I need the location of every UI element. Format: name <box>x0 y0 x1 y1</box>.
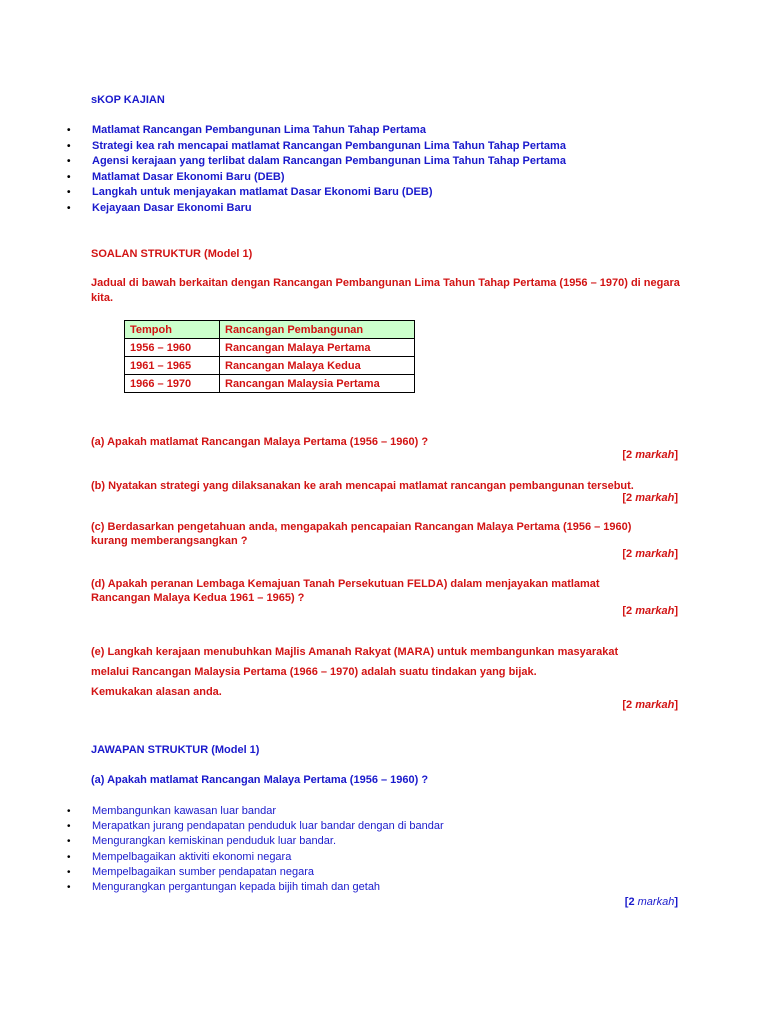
scope-item-text: Strategi kea rah mencapai matlamat Rancangan Pembangunan Lima Tahun Tahap Pertama <box>92 139 566 152</box>
table-cell: 1961 – 1965 <box>125 357 220 375</box>
list-item <box>67 139 566 155</box>
jawapan-question-a: (a) Apakah matlamat Rancangan Malaya Pertama (1956 – 1960) ? <box>91 774 429 786</box>
question-e-line1: (e) Langkah kerajaan menubuhkan Majlis Amanah Rakyat (MARA) untuk membangunkan masyarakat <box>91 646 619 658</box>
marks-label: [2 markah] <box>622 699 678 711</box>
answer-text: Mengurangkan pergantungan kepada bijih timah dan getah <box>92 880 381 893</box>
marks-label: [2 markah] <box>622 449 678 461</box>
bullet-icon: • <box>67 156 71 167</box>
scope-item-text: Matlamat Rancangan Pembangunan Lima Tahun Tahap Pertama <box>92 124 426 136</box>
marks-label: [2 markah] <box>624 896 678 908</box>
question-c-line1: (c) Berdasarkan pengetahuan anda, mengapakah pencapaian Rancangan Malaya Pertama (1956 – 1960) <box>91 521 632 533</box>
table-row <box>125 375 415 393</box>
soalan-title: SOALAN STRUKTUR (Model 1) <box>91 248 253 260</box>
table-cell: Rancangan Malaysia Pertama <box>220 375 415 393</box>
scope-item-text: Kejayaan Dasar Ekonomi Baru <box>92 201 252 214</box>
list-item <box>67 880 444 895</box>
scope-title: sKOP KAJIAN <box>91 94 165 106</box>
bullet-icon: • <box>67 836 71 848</box>
marks-label: [2 markah] <box>622 492 678 504</box>
marks-label: [2 markah] <box>622 605 678 617</box>
table-cell: Rancangan Malaya Kedua <box>220 357 415 375</box>
marks-label: [2 markah] <box>622 548 678 560</box>
list-item <box>67 201 566 217</box>
answer-text: Mempelbagaikan sumber pendapatan negara <box>92 865 314 878</box>
scope-item-text: Langkah untuk menjayakan matlamat Dasar Ekonomi Baru (DEB) <box>92 186 433 198</box>
list-item <box>67 850 444 865</box>
bullet-icon: • <box>67 806 71 817</box>
answer-text: Membangunkan kawasan luar bandar <box>92 805 277 817</box>
answer-text: Mempelbagaikan aktiviti ekonomi negara <box>92 850 292 863</box>
question-e-line2: melalui Rancangan Malaysia Pertama (1966 – 1970) adalah suatu tindakan yang bijak. <box>91 666 537 678</box>
answer-list <box>67 804 444 895</box>
rancangan-table <box>124 320 415 393</box>
question-d-line1: (d) Apakah peranan Lembaga Kemajuan Tanah Persekutuan FELDA) dalam menjayakan matlamat <box>91 578 600 590</box>
question-c-line2: kurang memberangsangkan ? <box>91 535 248 547</box>
question-b: (b) Nyatakan strategi yang dilaksanakan ke arah mencapai matlamat rancangan pembangunan tersebut. <box>91 480 634 492</box>
list-item <box>67 834 444 849</box>
table-header-row <box>125 321 415 339</box>
scope-item-text: Matlamat Dasar Ekonomi Baru (DEB) <box>92 170 285 183</box>
bullet-icon: • <box>67 821 71 833</box>
bullet-icon: • <box>67 140 71 152</box>
list-item <box>67 170 566 186</box>
table-header-cell: Rancangan Pembangunan <box>220 321 415 339</box>
list-item <box>67 819 444 834</box>
bullet-icon: • <box>67 881 71 893</box>
table-cell: 1956 – 1960 <box>125 339 220 357</box>
list-item <box>67 154 566 170</box>
question-e-line3: Kemukakan alasan anda. <box>91 686 222 698</box>
answer-text: Merapatkan jurang pendapatan penduduk luar bandar dengan di bandar <box>92 820 444 833</box>
answer-text: Mengurangkan kemiskinan penduduk luar bandar. <box>92 835 336 848</box>
table-cell: Rancangan Malaya Pertama <box>220 339 415 357</box>
list-item <box>67 123 566 139</box>
question-d-line2: Rancangan Malaya Kedua 1961 – 1965) ? <box>91 592 305 604</box>
table-row <box>125 357 415 375</box>
table-header-cell: Tempoh <box>125 321 220 339</box>
table-row <box>125 339 415 357</box>
jawapan-title: JAWAPAN STRUKTUR (Model 1) <box>91 744 260 756</box>
scope-item-text: Agensi kerajaan yang terlibat dalam Rancangan Pembangunan Lima Tahun Tahap Pertama <box>92 155 566 167</box>
bullet-icon: • <box>67 171 71 183</box>
bullet-icon: • <box>67 125 71 136</box>
bullet-icon: • <box>67 202 71 214</box>
bullet-icon: • <box>67 851 71 863</box>
scope-list <box>67 123 566 216</box>
table-cell: 1966 – 1970 <box>125 375 220 393</box>
bullet-icon: • <box>67 866 71 878</box>
list-item <box>67 865 444 880</box>
soalan-intro: Jadual di bawah berkaitan dengan Rancangan Pembangunan Lima Tahun Tahap Pertama (1956 – 1970) di negara kita. <box>91 277 680 304</box>
bullet-icon: • <box>67 187 71 198</box>
list-item <box>67 804 444 819</box>
question-a: (a) Apakah matlamat Rancangan Malaya Pertama (1956 – 1960) ? <box>91 436 429 448</box>
list-item <box>67 185 566 201</box>
